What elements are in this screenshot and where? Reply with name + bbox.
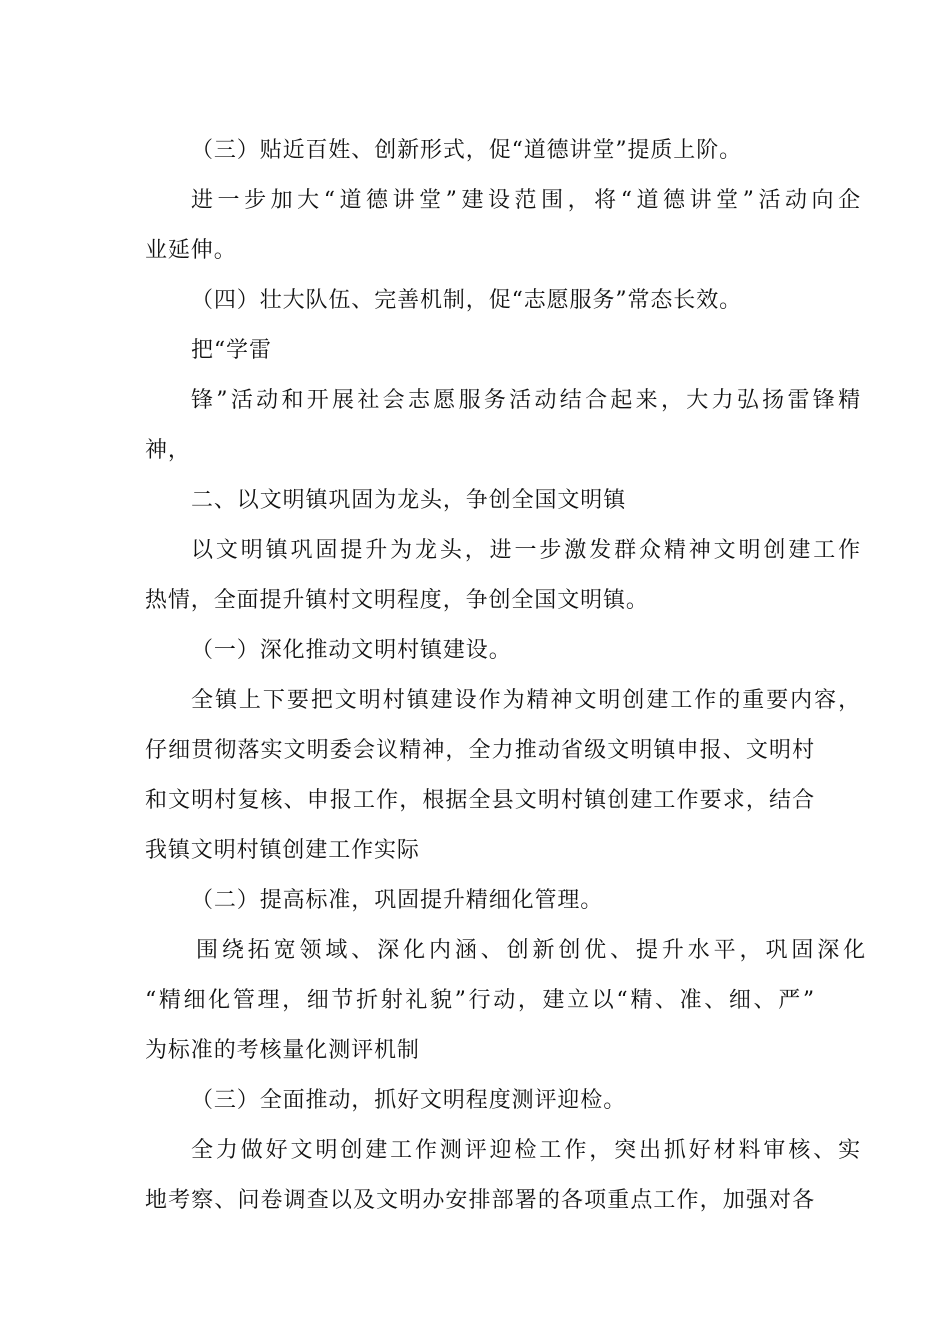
paragraph-line: “精细化管理，细节折射礼貌”行动，建立以“精、准、细、严” <box>145 988 815 1013</box>
paragraph-line: 神， <box>145 438 191 463</box>
paragraph-line: 围绕拓宽领域、深化内涵、创新创优、提升水平，巩固深化 <box>196 938 866 963</box>
paragraph-line: 和文明村复核、申报工作，根据全县文明村镇创建工作要求，结合 <box>145 788 815 813</box>
paragraph-line: 热情，全面提升镇村文明程度，争创全国文明镇。 <box>145 588 649 613</box>
paragraph-line: 地考察、问卷调查以及文明办安排部署的各项重点工作，加强对各 <box>145 1188 815 1213</box>
paragraph-line: 以文明镇巩固提升为龙头，进一步激发群众精神文明创建工作 <box>191 538 861 563</box>
paragraph-line: 进一步加大“道德讲堂”建设范围，将“道德讲堂”活动向企 <box>191 188 861 213</box>
paragraph-line: 全力做好文明创建工作测评迎检工作，突出抓好材料审核、实 <box>191 1138 861 1163</box>
subheading-1-wen-ming-cun-zhen: （一）深化推动文明村镇建设。 <box>191 638 512 663</box>
subheading-3-dao-de-jiang-tang: （三）贴近百姓、创新形式，促“道德讲堂”提质上阶。 <box>191 138 742 163</box>
paragraph-line: 我镇文明村镇创建工作实际 <box>145 838 420 863</box>
subheading-3-ce-ping-ying-jian: （三）全面推动，抓好文明程度测评迎检。 <box>191 1088 627 1113</box>
paragraph-line: 业延伸。 <box>145 238 237 263</box>
subheading-4-zhi-yuan-fu-wu: （四）壮大队伍、完善机制，促“志愿服务”常态长效。 <box>191 288 742 313</box>
paragraph-line: 锋”活动和开展社会志愿服务活动结合起来，大力弘扬雷锋精 <box>191 388 861 413</box>
paragraph-line: 把“学雷 <box>191 338 272 363</box>
paragraph-line: 仔细贯彻落实文明委会议精神，全力推动省级文明镇申报、文明村 <box>145 738 815 763</box>
section-heading-2: 二、以文明镇巩固为龙头，争创全国文明镇 <box>191 488 627 513</box>
paragraph-line: 为标准的考核量化测评机制 <box>145 1038 420 1063</box>
subheading-2-jing-xi-hua-guan-li: （二）提高标准，巩固提升精细化管理。 <box>191 888 604 913</box>
paragraph-line: 全镇上下要把文明村镇建设作为精神文明创建工作的重要内容， <box>191 688 861 713</box>
